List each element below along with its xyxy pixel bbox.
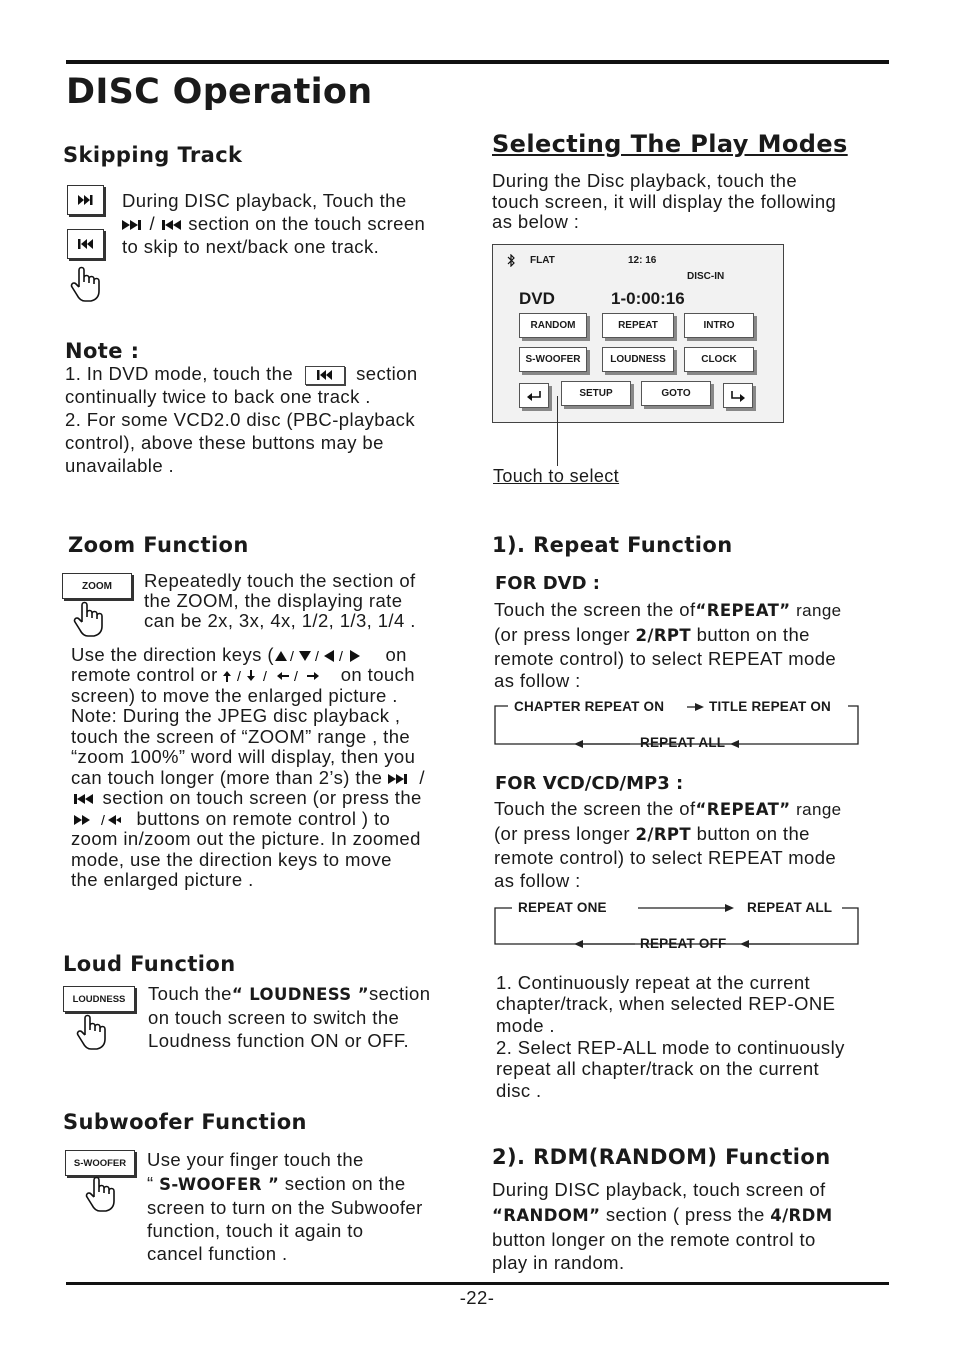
zoom-heading: Zoom Function	[68, 533, 249, 557]
dvd-line-2	[494, 623, 810, 647]
s-woofer-button[interactable]: S-WOOFER	[65, 1150, 135, 1176]
svg-text:/: /	[101, 814, 106, 827]
repeat-off-label: REPEAT OFF	[640, 936, 727, 951]
rdm-button-label: 4/RDM	[770, 1206, 833, 1225]
source-label: DVD	[519, 289, 555, 308]
s-woofer-button-screen[interactable]: S-WOOFER	[519, 347, 587, 372]
eq-mode: FLAT	[530, 255, 555, 266]
zoom-line-1-text: Use the direction keys (	[71, 644, 274, 665]
dvd-line-3: remote control) to select REPEAT mode	[494, 648, 837, 669]
zoom-line-8-text: section on touch screen (or press the	[102, 787, 422, 808]
note-line-4: control), above these buttons may be	[65, 432, 384, 453]
playback-position: 1-0:00:16	[611, 289, 685, 308]
note-line-3: 2. For some VCD2.0 disc (PBC-playback	[65, 409, 415, 430]
subwoofer-heading: Subwoofer Function	[63, 1110, 307, 1134]
goto-button[interactable]: GOTO	[641, 381, 711, 406]
subwoofer-line-5: cancel function .	[147, 1243, 288, 1264]
vcd-line-2-text: (or press longer	[494, 823, 630, 844]
page-title: DISC Operation	[66, 72, 373, 112]
loud-line-1-end: section	[368, 983, 431, 1004]
zoom-line-2-text: remote control or	[71, 664, 218, 685]
loud-line-1	[148, 982, 430, 1006]
loudness-button-screen[interactable]: LOUDNESS	[602, 347, 674, 372]
svg-text:/: /	[314, 649, 320, 664]
repeat-one-label: REPEAT ONE	[518, 900, 607, 915]
svg-text:/: /	[263, 669, 268, 684]
svg-text:/: /	[294, 669, 299, 684]
repeat-all-label: REPEAT ALL	[640, 735, 726, 750]
touch-arrow-keys-icon	[223, 669, 335, 683]
dvd-line-1-end: range	[796, 601, 842, 620]
repeat-button[interactable]: REPEAT	[602, 313, 674, 338]
dvd-line-2-text: (or press longer	[494, 624, 630, 645]
svg-text:/: /	[338, 649, 344, 664]
zoom-line-11: mode, use the direction keys to move	[71, 849, 392, 870]
note-line-1-text: 1. In DVD mode, touch the	[65, 363, 294, 384]
random-keyword: “RANDOM”	[492, 1206, 601, 1225]
skipping-line-3: to skip to next/back one track.	[122, 236, 380, 257]
touch-to-select-caption: Touch to select	[493, 466, 620, 486]
loudness-keyword: “ LOUDNESS ”	[231, 985, 369, 1004]
for-vcd-heading: FOR VCD/CD/MP3 :	[495, 773, 684, 794]
skipping-heading: Skipping Track	[63, 143, 243, 167]
previous-track-button-inline	[305, 366, 345, 385]
note-line-1	[65, 362, 418, 385]
subwoofer-line-2	[147, 1172, 406, 1196]
intro-button[interactable]: INTRO	[684, 313, 754, 338]
touch-hand-icon	[76, 1013, 110, 1051]
repeat-keyword: “REPEAT”	[695, 800, 791, 819]
loudness-button[interactable]: LOUDNESS	[63, 986, 135, 1012]
vcd-line-1-end: range	[796, 800, 842, 819]
zoom-p1-line-2: the ZOOM, the displaying rate	[144, 590, 403, 611]
zoom-line-8	[71, 788, 422, 809]
previous-track-icon	[78, 239, 94, 249]
zoom-p1-line-1: Repeatedly touch the section of	[144, 570, 416, 591]
svg-text:/: /	[289, 649, 295, 664]
skipping-line-1: During DISC playback, Touch the	[122, 190, 407, 211]
page-number: -22-	[459, 1287, 495, 1308]
caption-pointer-line	[557, 396, 558, 466]
dvd-line-1-text: Touch the screen the of	[494, 599, 696, 620]
zoom-line-4: Note: During the JPEG disc playback ,	[71, 705, 401, 726]
return-button[interactable]	[519, 383, 549, 408]
loud-line-2: on touch screen to switch the	[148, 1007, 400, 1028]
subwoofer-line-4: function, touch it again to	[147, 1220, 364, 1241]
subwoofer-line-1: Use your finger touch the	[147, 1149, 364, 1170]
play-modes-heading: Selecting The Play Modes	[492, 130, 848, 158]
dvd-line-4: as follow :	[494, 670, 581, 691]
enter-arrow-icon	[730, 390, 746, 402]
next-track-icon	[388, 773, 410, 785]
dvd-line-2-end: button on the	[696, 624, 810, 645]
repeat-note-1: 1. Continuously repeat at the current	[496, 972, 811, 993]
repeat-note-4: 2. Select REP-ALL mode to continuously	[496, 1037, 845, 1058]
clock-button[interactable]: CLOCK	[684, 347, 754, 372]
vcd-line-2	[494, 822, 810, 846]
repeat-note-3: mode .	[496, 1015, 555, 1036]
rpt-button-label: 2/RPT	[635, 825, 692, 844]
slash: /	[419, 767, 425, 788]
repeat-note-5: repeat all chapter/track on the current	[496, 1058, 820, 1079]
play-modes-line-1: During the Disc playback, touch the	[492, 170, 798, 191]
bluetooth-icon	[507, 254, 516, 267]
previous-track-icon	[317, 370, 333, 380]
chapter-repeat-on-label: CHAPTER REPEAT ON	[514, 699, 665, 714]
random-heading: 2). RDM(RANDOM) Function	[492, 1145, 831, 1169]
disc-status: DISC-IN	[687, 271, 725, 282]
zoom-line-2	[71, 665, 415, 686]
top-rule	[66, 60, 889, 64]
clock-time: 12: 16	[628, 255, 657, 266]
dvd-line-1	[494, 598, 842, 622]
vcd-line-2-end: button on the	[696, 823, 810, 844]
note-heading: Note :	[65, 339, 140, 363]
fast-forward-rewind-icon	[71, 814, 121, 826]
direction-keys-icon	[274, 649, 366, 663]
for-dvd-heading: FOR DVD :	[495, 573, 601, 594]
subwoofer-line-3: screen to turn on the Subwoofer	[147, 1197, 423, 1218]
touch-screen-panel	[492, 244, 784, 423]
zoom-line-1-end: on	[385, 644, 407, 665]
zoom-line-2-end: on touch	[340, 664, 415, 685]
touch-hand-icon	[73, 600, 107, 638]
loud-heading: Loud Function	[63, 952, 236, 976]
bottom-rule	[66, 1282, 889, 1285]
next-track-icon	[78, 195, 94, 205]
zoom-line-9	[71, 809, 390, 830]
zoom-line-12: the enlarged picture .	[71, 869, 254, 890]
zoom-line-1	[71, 645, 407, 666]
play-modes-line-2: touch screen, it will display the following	[492, 191, 837, 212]
touch-hand-icon	[85, 1175, 119, 1213]
loud-line-1-text: Touch the	[148, 983, 232, 1004]
skipping-line-2	[122, 212, 425, 235]
return-arrow-icon	[526, 390, 542, 402]
zoom-line-7	[71, 768, 425, 789]
zoom-line-3: screen) to move the enlarged picture .	[71, 685, 398, 706]
random-button[interactable]: RANDOM	[519, 313, 587, 338]
random-line-4: play in random.	[492, 1252, 625, 1273]
vcd-line-4: as follow :	[494, 870, 581, 891]
note-line-1-end: section	[356, 363, 418, 384]
vcd-line-1	[494, 797, 842, 821]
previous-track-button[interactable]	[67, 229, 104, 259]
play-modes-line-3: as below :	[492, 211, 580, 232]
random-line-2-text: section ( press the	[605, 1204, 765, 1225]
zoom-p1-line-3: can be 2x, 3x, 4x, 1/2, 1/3, 1/4 .	[144, 610, 416, 631]
next-track-icon	[122, 219, 144, 231]
zoom-line-10: zoom in/zoom out the picture. In zoomed	[71, 828, 421, 849]
repeat-all-label-vcd: REPEAT ALL	[747, 900, 833, 915]
repeat-heading: 1). Repeat Function	[492, 533, 733, 557]
separator: /	[149, 213, 156, 234]
note-line-5: unavailable .	[65, 455, 175, 476]
zoom-line-5: touch the screen of “ZOOM” range , the	[71, 726, 411, 747]
quote-open: “	[147, 1173, 154, 1194]
random-line-2	[492, 1203, 833, 1227]
loud-line-3: Loudness function ON or OFF.	[148, 1030, 410, 1051]
touch-hand-icon	[70, 265, 104, 303]
repeat-note-2: chapter/track, when selected REP-ONE	[496, 993, 836, 1014]
repeat-keyword: “REPEAT”	[695, 601, 791, 620]
zoom-line-7-text: can touch longer (more than 2’s) the	[71, 767, 383, 788]
note-line-2: continually twice to back one track .	[65, 386, 371, 407]
next-track-button[interactable]	[67, 185, 104, 215]
random-line-1: During DISC playback, touch screen of	[492, 1179, 826, 1200]
enter-button[interactable]	[723, 383, 753, 408]
setup-button[interactable]: SETUP	[561, 381, 631, 406]
random-line-3: button longer on the remote control to	[492, 1229, 816, 1250]
previous-track-icon	[161, 219, 183, 231]
vcd-line-3: remote control) to select REPEAT mode	[494, 847, 837, 868]
vcd-line-1-text: Touch the screen the of	[494, 798, 696, 819]
s-woofer-keyword: S-WOOFER ”	[159, 1175, 280, 1194]
repeat-note-6: disc .	[496, 1080, 542, 1101]
rpt-button-label: 2/RPT	[635, 626, 692, 645]
title-repeat-on-label: TITLE REPEAT ON	[709, 699, 832, 714]
skipping-line-2-text: section on the touch screen	[188, 213, 426, 234]
zoom-line-6: “zoom 100%” word will display, then you	[71, 746, 416, 767]
svg-text:/: /	[237, 669, 242, 684]
zoom-button[interactable]: ZOOM	[62, 573, 132, 599]
zoom-line-9-text: buttons on remote control ) to	[136, 808, 391, 829]
previous-track-icon	[71, 793, 97, 805]
subwoofer-line-2-end: section on the	[284, 1173, 406, 1194]
